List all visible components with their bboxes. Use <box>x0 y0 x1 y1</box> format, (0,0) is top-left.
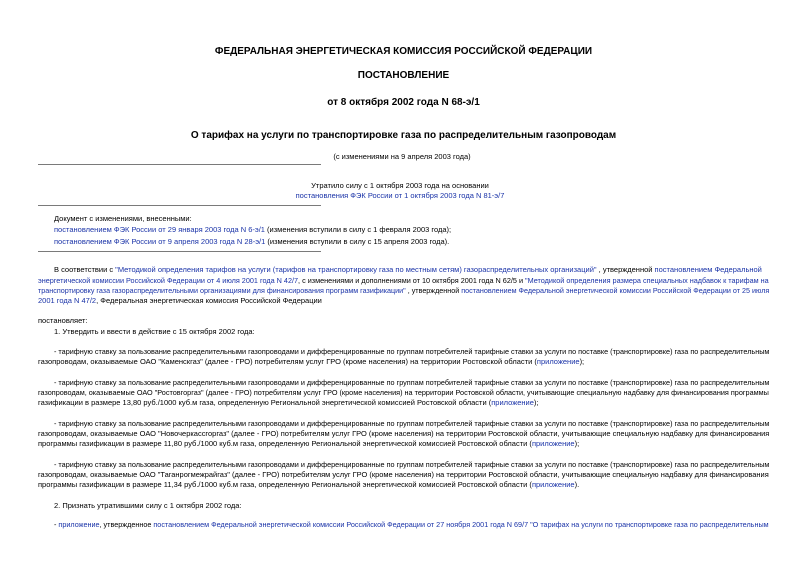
paragraph-text: ); <box>579 357 585 366</box>
tariff-paragraph-line: газопроводам, оказываемые ОАО "Таганрогмежрайгаз" (далее - ГРО) потребителям услуг ГРО (кроме населения) на территории Ростовской области, учитывающие специальную надбавку для финансирования <box>38 470 769 479</box>
preamble-line <box>54 265 762 274</box>
tariff-paragraph-line: - тарифную ставку за пользование распределительными газопроводами и дифференцированные по группам потребителей тарифные ставки за услуги по поставке (транспортировке) газа по распределительным <box>54 460 770 469</box>
resolution-link[interactable]: энергетической комиссии Российской Федерации от 4 июля 2001 года N 42/7 <box>38 276 299 285</box>
change-item <box>54 237 449 246</box>
methodology-link[interactable]: "Методикой определения тарифов на услуги (тарифов на транспортировку газа по местным сетям) газораспределительных организаций" <box>115 265 597 274</box>
tariff-paragraph-line <box>38 480 579 489</box>
paragraph-text: газификации в размере 13,80 руб./1000 куб.м газа, определенную Региональной энергетической комиссией Ростовской области ( <box>38 398 492 407</box>
change-link[interactable]: постановлением ФЭК России от 29 января 2003 года N 6-э/1 <box>54 225 265 234</box>
appendix-link[interactable]: приложение <box>531 439 575 448</box>
appendix-link[interactable]: приложение <box>491 398 534 407</box>
change-item <box>54 225 451 234</box>
resolution-link[interactable]: постановлением Федеральной энергетической комиссии Российской Федерации от 27 ноября 2001 года N 69/7 <box>153 520 529 529</box>
appendix-link[interactable]: приложение <box>531 480 575 489</box>
preamble-line <box>38 296 322 305</box>
preamble-text: В соответствии с <box>54 265 116 274</box>
preamble-text: , утвержденной <box>405 286 462 295</box>
change-note: (изменения вступили в силу с 1 февраля 2003 года); <box>264 225 452 234</box>
divider <box>38 251 321 252</box>
paragraph-text: ); <box>574 439 580 448</box>
resolution-link[interactable]: 2001 года N 47/2 <box>38 296 97 305</box>
amendment-note: (с изменениями на 9 апреля 2003 года) <box>333 152 471 161</box>
doc-title: О тарифах на услуги по транспортировке газа по распределительным газопроводам <box>190 130 617 141</box>
resolves-label: постановляет: <box>38 316 88 325</box>
appendix-link[interactable]: приложение <box>536 357 580 366</box>
methodology-link[interactable]: "Методикой определения размера специальных надбавок к тарифам на <box>525 276 769 285</box>
change-note: (изменения вступили в силу с 15 апреля 2003 года). <box>265 237 450 246</box>
tariff-paragraph-line: газопроводам, оказываемые ОАО "Ростовгоргаз" (далее - ГРО) потребителям услуг ГРО (кроме населения) на территории Ростовской области, учитывающие специальную надбавку для финансирования программы <box>38 388 769 397</box>
item-1: 1. Утвердить и ввести в действие с 15 октября 2002 года: <box>54 327 255 336</box>
expired-link[interactable]: постановления ФЭК России от 1 октября 2003 года N 81-э/7 <box>295 191 505 200</box>
tariff-paragraph-line <box>38 357 584 366</box>
expired-note: Утратило силу с 1 октября 2003 года на основании <box>311 181 489 190</box>
change-link[interactable]: постановлением ФЭК России от 9 апреля 2003 года N 28-э/1 <box>54 237 266 246</box>
methodology-link[interactable]: транспортировку газа газораспределительными организациями для финансирования программ газификации" <box>38 286 406 295</box>
agency-heading: ФЕДЕРАЛЬНАЯ ЭНЕРГЕТИЧЕСКАЯ КОМИССИЯ РОССИЙСКОЙ ФЕДЕРАЦИИ <box>214 46 593 57</box>
changes-intro: Документ с изменениями, внесенными: <box>54 214 192 223</box>
item-2: 2. Признать утратившими силу с 1 октября 2002 года: <box>54 501 242 510</box>
tariff-paragraph-line: - тарифную ставку за пользование распределительными газопроводами и дифференцированные по группам потребителей тарифные ставки за услуги по поставке (транспортировке) газа по распределительным <box>54 419 770 428</box>
resolution-link[interactable]: постановлением Федеральной <box>654 265 762 274</box>
paragraph-text: , утвержденное <box>99 520 154 529</box>
divider <box>38 164 321 165</box>
preamble-text: , утвержденной <box>596 265 655 274</box>
preamble-text: , Федеральная энергетическая комиссия Российской Федерации <box>96 296 322 305</box>
doc-type-heading: ПОСТАНОВЛЕНИЕ <box>357 70 450 81</box>
divider <box>38 205 321 206</box>
resolution-title-link[interactable]: "О тарифах на услуги по транспортировке газа по распределительным <box>528 520 769 529</box>
resolution-link[interactable]: постановлением Федеральной энергетической комиссии Российской Федерации от 25 июля <box>461 286 770 295</box>
preamble-line <box>38 276 769 285</box>
tariff-paragraph-line <box>38 439 579 448</box>
appendix-link[interactable]: приложение <box>58 520 100 529</box>
paragraph-text: - <box>54 520 59 529</box>
preamble-text: , с изменениями и дополнениями от 10 октября 2001 года N 62/5 и <box>298 276 526 285</box>
paragraph-text: программы газификации в размере 11,80 руб./1000 куб.м газа, определенную Региональной энергетической комиссией Ростовской области ( <box>38 439 532 448</box>
paragraph-text: ); <box>533 398 539 407</box>
tariff-paragraph-line: - тарифную ставку за пользование распределительными газопроводами и дифференцированные по группам потребителей тарифные ставки за услуги по поставке (транспортировке) газа по распределительным <box>54 378 770 387</box>
tariff-paragraph-line: газопроводам, оказываемые ОАО "Новочеркассгоргаз" (далее - ГРО) потребителям услуг ГРО (кроме населения) на территории Ростовской области, учитывающие специальную надбавку для финансирования <box>38 429 770 438</box>
tariff-paragraph-line <box>38 398 538 407</box>
doc-date-number: от 8 октября 2002 года N 68-э/1 <box>327 97 480 108</box>
tariff-paragraph-line: - тарифную ставку за пользование распределительными газопроводами и дифференцированные по группам потребителей тарифные ставки за услуги по поставке (транспортировке) газа по распределительным <box>54 347 770 356</box>
repeal-line <box>54 520 769 529</box>
preamble-line <box>38 286 769 295</box>
paragraph-text: ). <box>574 480 580 489</box>
paragraph-text: газопроводам, оказываемые ОАО "Каменскгаз" (далее - ГРО) потребителям услуг ГРО (кроме населения) на территории Ростовской области ( <box>38 357 537 366</box>
paragraph-text: программы газификации в размере 11,34 руб./1000 куб.м газа, определенную Региональной энергетической комиссией Ростовской области ( <box>38 480 532 489</box>
